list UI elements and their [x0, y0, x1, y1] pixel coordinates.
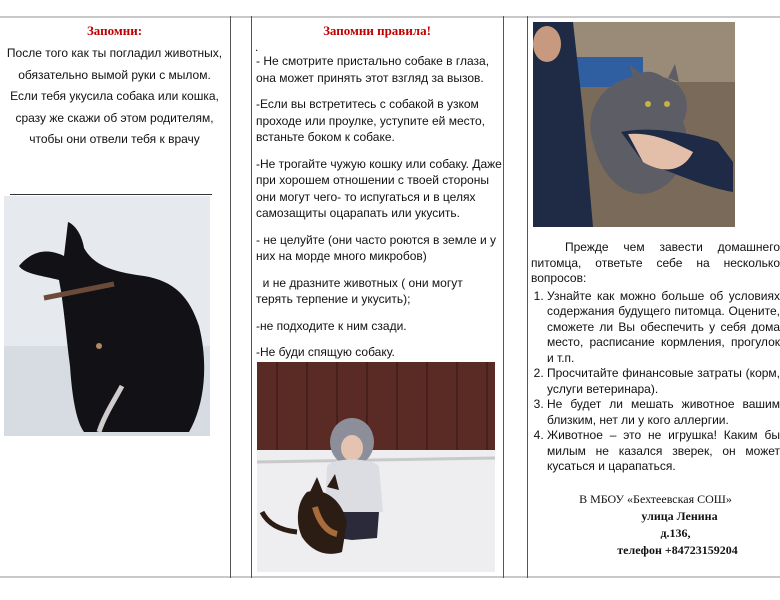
question-item: 4. Животное – это не игрушка! Каким бы милым не казался зверек, он может кусаться и царапаться.	[547, 428, 780, 475]
rule-item: - Не смотрите пристально собаке в глаза, она может принять этот взгляд за вызов.	[256, 54, 490, 85]
column-divider	[527, 16, 528, 578]
address-line: В МБОУ «Бехтеевская СОШ»	[579, 491, 732, 506]
question-item: 2. Просчитайте финансовые затраты (корм, услуги ветеринара).	[547, 366, 780, 397]
rule-item: -Не трогайте чужую кошку или собаку. Даже при хорошем отношении с твоей стороны они могут чего- то испугаться и в целях самозащиты оцарапать или укусить.	[256, 156, 502, 220]
text-line: Если тебя укусила собака или кошка,	[10, 89, 219, 103]
question-item: 3. Не будет ли мешать животное вашим близким, нет ли у кого аллергии.	[547, 397, 780, 428]
school-address	[531, 491, 780, 559]
text-line: сразу же скажи об этом родителям,	[15, 110, 214, 125]
column-divider	[503, 16, 504, 578]
address-line: д.136,	[660, 525, 691, 540]
stray-dot: .	[255, 40, 259, 54]
photo-rule	[10, 194, 212, 195]
panel-title: Запомни правила!	[323, 23, 431, 38]
panel-rules	[252, 18, 502, 361]
text-line: После того как ты погладил животных,	[6, 46, 223, 60]
address-line: улица Ленина	[641, 508, 718, 523]
rules-list	[252, 53, 502, 361]
bottom-rule	[0, 576, 780, 578]
panel-title: Запомни:	[86, 23, 143, 38]
rule-item: и не дразните животных ( они могут терять терпение и укусить);	[256, 275, 467, 306]
cat-photo	[533, 22, 735, 227]
panel-pet-questions	[531, 240, 780, 559]
rule-item: - не целуйте (они часто роются в земле и у них на морде много микробов)	[256, 232, 497, 263]
remember-text	[0, 43, 229, 151]
rule-item: -Если вы встретитесь с собакой в узком проходе или проулке, уступите ей место, встаньте боком к собаке.	[256, 97, 485, 144]
dog-in-snow-photo	[4, 196, 210, 436]
rule-item: -Не буди спящую собаку.	[256, 345, 395, 359]
text-line: чтобы они отвели тебя к врачу	[29, 132, 200, 146]
panel-remember	[0, 18, 229, 151]
text-line: обязательно вымой руки с мылом.	[18, 67, 211, 82]
rule-item: -не подходите к ним сзади.	[256, 318, 407, 333]
questions-list	[531, 289, 780, 475]
girl-with-dog-photo	[257, 362, 495, 572]
address-line: телефон +84723159204	[617, 542, 738, 557]
column-divider	[230, 16, 231, 578]
intro-text: Прежде чем завести домашнего питомца, ответьте себе на несколько вопросов:	[531, 240, 780, 285]
question-item: 1. Узнайте как можно больше об условиях содержания будущего питомца. Оцените, сможете ли Вы обеспечить у себя дома место, расписание кормления, прогулок и т.п.	[547, 289, 780, 367]
